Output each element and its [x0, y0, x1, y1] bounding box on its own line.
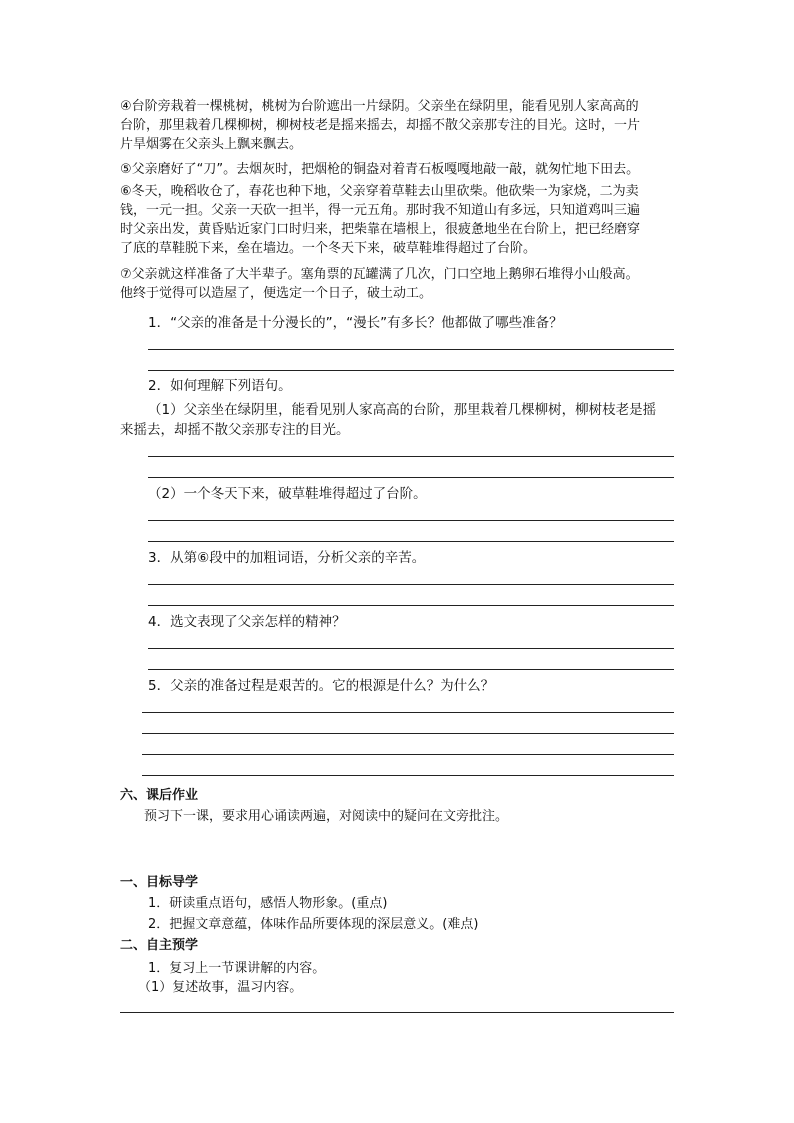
- text-line: 片旱烟雾在父亲头上飘来飘去。: [120, 137, 303, 152]
- text-line: 时父亲出发，黄昏贴近家门口时归来，把柴靠在墙根上，很疲惫地坐在台阶上，把已经磨穿: [120, 222, 641, 237]
- section-heading-self-study: 二、自主预学: [120, 938, 199, 953]
- paragraph-7: [120, 265, 680, 303]
- answer-line[interactable]: [148, 669, 674, 670]
- homework-text: 预习下一课，要求用心诵读两遍，对阅读中的疑问在文旁批注。: [144, 809, 509, 824]
- answer-line[interactable]: [120, 1012, 674, 1013]
- question-1: 1．“父亲的准备是十分漫长的”，“漫长”有多长？他都做了哪些准备？: [148, 315, 563, 331]
- text-line: ⑤父亲磨好了“刀”。去烟灰时，把烟枪的铜盎对着青石板嘎嘎地敲一敲，就匆忙地下田去。: [120, 162, 640, 177]
- text-line: 钱，一元一担。父亲一天砍一担半，得一元五角。那时我不知道山有多远，只知道鸡叫三遍: [120, 203, 641, 218]
- answer-line[interactable]: [148, 541, 674, 542]
- answer-line[interactable]: [148, 370, 674, 371]
- goal-item: 2．把握文章意蕴，体味作品所要体现的深层意义。(难点): [148, 917, 479, 932]
- question-2-1-line-2: 来摇去，却摇不散父亲那专注的目光。: [120, 422, 350, 438]
- answer-line[interactable]: [142, 712, 674, 713]
- paragraph-5: [120, 160, 680, 179]
- text-line: ⑥冬天，晚稻收仓了，春花也种下地，父亲穿着草鞋去山里砍柴。他砍柴一为家烧，二为卖: [120, 184, 639, 199]
- answer-line[interactable]: [148, 584, 674, 585]
- answer-line[interactable]: [142, 754, 674, 755]
- question-5: 5．父亲的准备过程是艰苦的。它的根源是什么？为什么？: [148, 678, 495, 694]
- self-study-item: （1）复述故事，温习内容。: [138, 980, 303, 995]
- text-line: 他终于觉得可以造屋了，便选定一个日子，破土动工。: [120, 286, 433, 301]
- section-heading-homework: 六、课后作业: [120, 788, 199, 803]
- answer-line[interactable]: [148, 605, 674, 606]
- text-line: ⑦父亲就这样准备了大半辈子。塞角票的瓦罐满了几次，门口空地上鹅卵石堆得小山般高。: [120, 267, 639, 282]
- text-line: 了底的草鞋脱下来，垒在墙边。一个冬天下来，破草鞋堆得超过了台阶。: [120, 241, 537, 256]
- answer-line[interactable]: [142, 775, 674, 776]
- question-4: 4．选文表现了父亲怎样的精神？: [148, 614, 346, 630]
- paragraph-6: [120, 182, 680, 258]
- answer-line[interactable]: [148, 456, 674, 457]
- question-3: 3．从第⑥段中的加粗词语，分析父亲的辛苦。: [148, 550, 426, 566]
- answer-line[interactable]: [142, 733, 674, 734]
- text-line: 台阶，那里栽着几棵柳树，柳树枝老是摇来摇去，却摇不散父亲那专注的目光。这时，一片: [120, 118, 641, 133]
- answer-line[interactable]: [148, 648, 674, 649]
- answer-line[interactable]: [148, 477, 674, 478]
- answer-line[interactable]: [148, 520, 674, 521]
- question-2: 2．如何理解下列语句。: [148, 378, 292, 394]
- text-line: ④台阶旁栽着一棵桃树，桃树为台阶遮出一片绿阴。父亲坐在绿阴里，能看见别人家高高的: [120, 99, 639, 114]
- section-heading-goals: 一、目标导学: [120, 875, 199, 890]
- answer-line[interactable]: [148, 349, 674, 350]
- question-2-1-line-1: （1）父亲坐在绿阴里，能看见别人家高高的台阶，那里栽着几棵柳树，柳树枝老是摇: [148, 402, 657, 418]
- self-study-item: 1．复习上一节课讲解的内容。: [148, 961, 326, 976]
- question-2-2: （2）一个冬天下来，破草鞋堆得超过了台阶。: [148, 486, 427, 502]
- goal-item: 1．研读重点语句，感悟人物形象。(重点): [148, 896, 388, 911]
- paragraph-4: [120, 97, 680, 154]
